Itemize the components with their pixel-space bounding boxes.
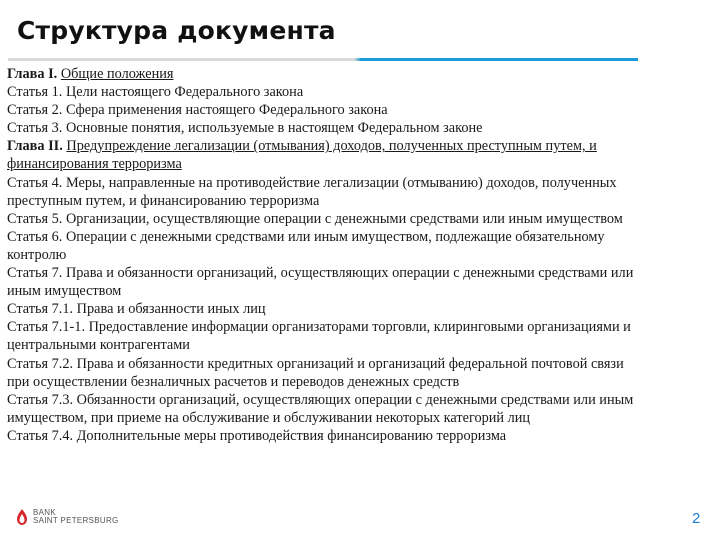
article-2: Статья 2. Сфера применения настоящего Федерального закона [7,102,388,119]
chapter-2-prefix: Глава II. [7,138,63,155]
article-6-line2: контролю [7,246,67,263]
page-number: 2 [692,510,701,527]
article-7-1-1-line2: центральными контрагентами [7,337,190,354]
article-1: Статья 1. Цели настоящего Федерального закона [7,84,304,101]
chapter-1-title: Общие положения [60,66,174,82]
article-7-line1: Статья 7. Права и обязанности организаций, осуществляющих операции с денежными средствами или [7,265,634,282]
logo-text-line1: BANK [33,508,56,517]
article-7-1-1-line1: Статья 7.1-1. Предоставление информации организаторами торговли, клиринговыми организациями и [7,319,631,336]
article-7-2-line2: при осуществлении безналичных расчетов и переводов денежных средств [7,373,460,390]
article-4-line1: Статья 4. Меры, направленные на противодействие легализации (отмыванию) доходов, полученных [7,174,617,191]
table-of-contents [7,65,715,445]
title-divider [8,58,638,61]
chapter-2-title-line1: Предупреждение легализации (отмывания) доходов, полученных преступным путем, и [66,138,597,155]
article-7-4: Статья 7.4. Дополнительные меры противодействия финансированию терроризма [7,427,507,444]
article-7-3-line2: имуществом, при приеме на обслуживание и обслуживании некоторых категорий лиц [7,409,531,426]
chapter-1-heading [7,65,715,83]
chapter-2-title-line2: финансирования терроризма [7,156,182,173]
chapter-2-heading [7,137,715,155]
article-3: Статья 3. Основные понятия, используемые в настоящем Федеральном законе [7,120,483,137]
article-7-2-line1: Статья 7.2. Права и обязанности кредитных организаций и организаций федеральной почтовой связи [7,355,624,372]
logo-text-line2: SAINT PETERSBURG [33,516,119,525]
article-7-line2: иным имуществом [7,283,122,300]
article-7-3-line1: Статья 7.3. Обязанности организаций, осуществляющих операции с денежными средствами или иным [7,391,634,408]
article-7-1: Статья 7.1. Права и обязанности иных лиц [7,301,266,318]
chapter-1-prefix: Глава I. [7,66,58,82]
slide-title: Структура документа [17,16,336,45]
article-6-line1: Статья 6. Операции с денежными средствами или иным имуществом, подлежащие обязательному [7,228,605,245]
article-4-line2: преступным путем, и финансированию терроризма [7,192,320,209]
bank-logo-icon [15,508,29,526]
article-5: Статья 5. Организации, осуществляющие операции с денежными средствами или иным имуществом [7,210,623,227]
bank-logo [15,508,119,526]
